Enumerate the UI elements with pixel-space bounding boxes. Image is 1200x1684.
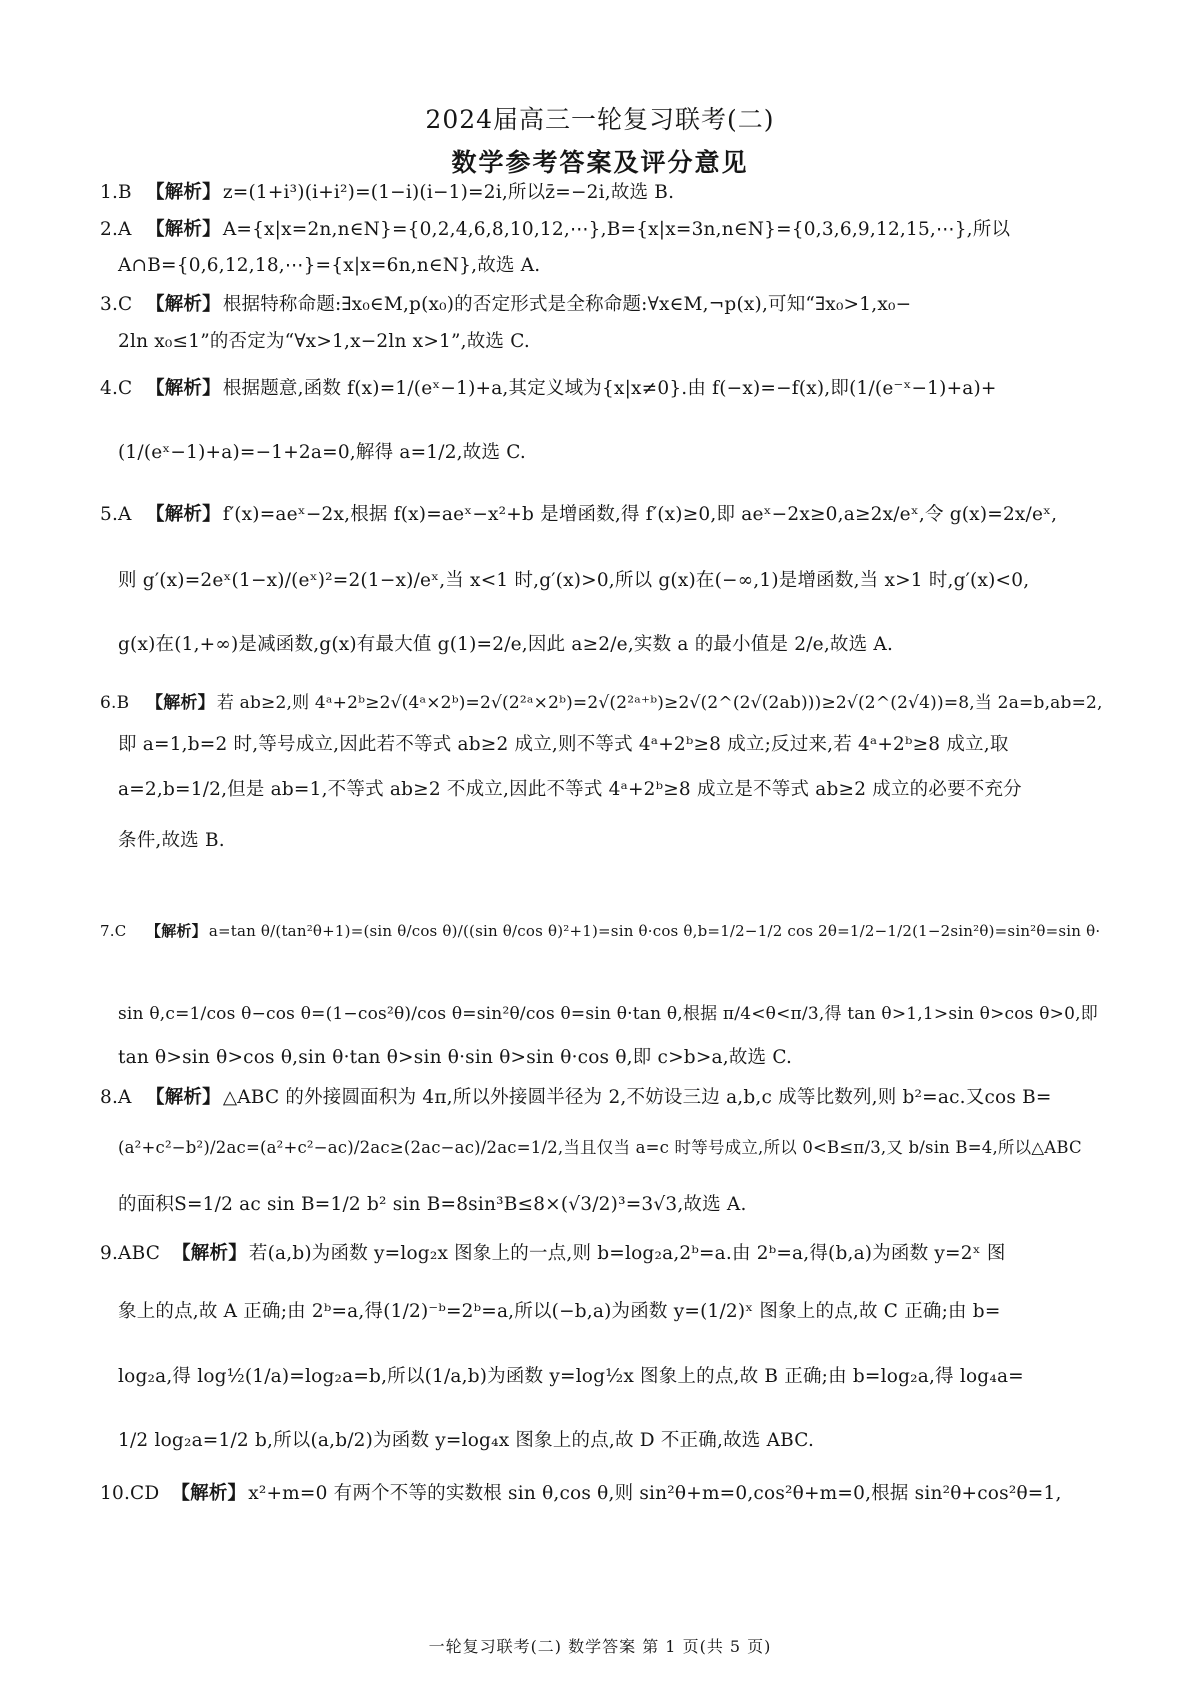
answer-text: 的面积S=1/2 ac sin B=1/2 b² sin B=8sin³B≤8×(√3/2)³=3√3,故选 A. [118, 1194, 747, 1215]
page-subtitle: 数学参考答案及评分意见 [451, 148, 749, 177]
analysis-tag: 【解析】 [146, 1087, 221, 1108]
answer-text: 1/2 log₂a=1/2 b,所以(a,b/2)为函数 y=log₄x 图象上的点,故 D 不正确,故选 ABC. [118, 1430, 815, 1451]
analysis-tag: 【解析】 [172, 1243, 247, 1264]
answer-text: A∩B={0,6,12,18,⋯}={x|x=6n,n∈N},故选 A. [118, 255, 541, 276]
answer-text: 则 g′(x)=2eˣ(1−x)/(eˣ)²=2(1−x)/eˣ,当 x<1 时,g′(x)>0,所以 g(x)在(−∞,1)是增函数,当 x>1 时,g′(x)<0, [118, 570, 1030, 591]
answer-number: 1.B [100, 182, 132, 203]
answer-text: A={x|x=2n,n∈N}={0,2,4,6,8,10,12,⋯},B={x|x=3n,n∈N}={0,3,6,9,12,15,⋯},所以 [222, 219, 1011, 240]
answer-line [100, 290, 1108, 316]
answer-text: log₂a,得 log½(1/a)=log₂a=b,所以(1/a,b)为函数 y=log½x 图象上的点,故 B 正确;由 b=log₂a,得 log₄a= [118, 1366, 1024, 1387]
answer-text: 条件,故选 B. [118, 830, 225, 851]
answer-text: (a²+c²−b²)/2ac=(a²+c²−ac)/2ac≥(2ac−ac)/2ac=1/2,当且仅当 a=c 时等号成立,所以 0<B≤π/3,又 b/sin B=4,所以△ABC [118, 1138, 1082, 1157]
answer-text: (1/(eˣ−1)+a)=−1+2a=0,解得 a=1/2,故选 C. [118, 442, 527, 463]
answer-text: 2ln x₀≤1”的否定为“∀x>1,x−2ln x>1”,故选 C. [118, 331, 530, 352]
answer-number: 3.C [100, 294, 133, 315]
answer-text: a=tan θ/(tan²θ+1)=(sin θ/cos θ)/((sin θ/cos θ)²+1)=sin θ·cos θ,b=1/2−1/2 cos 2θ=1/2−1/2(1−2sin²θ)=sin²θ=sin θ· [208, 922, 1101, 940]
answer-text: sin θ,c=1/cos θ−cos θ=(1−cos²θ)/cos θ=sin²θ/cos θ=sin θ·tan θ,根据 π/4<θ<π/3,得 tan θ>1,1>sin θ>cos θ>0,即 [118, 1004, 1098, 1024]
analysis-tag: 【解析】 [146, 693, 215, 713]
answer-line [100, 1239, 1108, 1265]
answer-text: 若(a,b)为函数 y=log₂x 图象上的一点,则 b=log₂a,2ᵇ=a.由 2ᵇ=a,得(b,a)为函数 y=2ˣ 图 [248, 1243, 1006, 1264]
answer-number: 5.A [100, 504, 132, 525]
analysis-tag: 【解析】 [146, 922, 207, 940]
answer-number: 4.C [100, 378, 133, 399]
answer-line [100, 1479, 1108, 1505]
answer-text: a=2,b=1/2,但是 ab=1,不等式 ab≥2 不成立,因此不等式 4ᵃ+2ᵇ≥8 成立是不等式 ab≥2 成立的必要不充分 [118, 779, 1022, 800]
answer-text: 根据题意,函数 f(x)=1/(eˣ−1)+a,其定义域为{x|x≠0}.由 f(−x)=−f(x),即(1/(e⁻ˣ−1)+a)+ [222, 378, 997, 399]
page-footer: 一轮复习联考(二) 数学答案 第 1 页(共 5 页) [428, 1637, 772, 1656]
answer-text: g(x)在(1,+∞)是减函数,g(x)有最大值 g(1)=2/e,因此 a≥2/e,实数 a 的最小值是 2/e,故选 A. [118, 634, 894, 655]
answer-text: 根据特称命题:∃x₀∈M,p(x₀)的否定形式是全称命题:∀x∈M,¬p(x),可知“∃x₀>1,x₀− [222, 294, 912, 315]
answer-text: f′(x)=aeˣ−2x,根据 f(x)=aeˣ−x²+b 是增函数,得 f′(x)≥0,即 aeˣ−2x≥0,a≥2x/eˣ,令 g(x)=2x/eˣ, [222, 504, 1058, 525]
answer-number: 2.A [100, 219, 132, 240]
answer-number: 8.A [100, 1087, 132, 1108]
answer-number: 10.CD [100, 1483, 160, 1504]
analysis-tag: 【解析】 [146, 182, 221, 203]
answer-line [100, 920, 1108, 941]
answer-number: 7.C [100, 922, 127, 940]
page-title: 2024届高三一轮复习联考(二) [425, 105, 775, 134]
analysis-tag: 【解析】 [146, 294, 221, 315]
answer-line [100, 1083, 1108, 1109]
answer-text: z=(1+i³)(i+i²)=(1−i)(i−1)=2i,所以z̄=−2i,故选 B. [222, 182, 675, 203]
answer-text: 象上的点,故 A 正确;由 2ᵇ=a,得(1/2)⁻ᵇ=2ᵇ=a,所以(−b,a)为函数 y=(1/2)ˣ 图象上的点,故 C 正确;由 b= [118, 1301, 1001, 1322]
answer-text: △ABC 的外接圆面积为 4π,所以外接圆半径为 2,不妨设三边 a,b,c 成等比数列,则 b²=ac.又cos B= [222, 1087, 1052, 1108]
analysis-tag: 【解析】 [171, 1483, 247, 1504]
answer-line [100, 215, 1108, 241]
answer-line [100, 178, 1108, 204]
answer-number: 6.B [100, 693, 130, 713]
answer-text: tan θ>sin θ>cos θ,sin θ·tan θ>sin θ·sin θ>sin θ·cos θ,即 c>b>a,故选 C. [118, 1047, 793, 1068]
answer-text: x²+m=0 有两个不等的实数根 sin θ,cos θ,则 sin²θ+m=0,cos²θ+m=0,根据 sin²θ+cos²θ=1, [248, 1483, 1062, 1504]
answer-line [100, 374, 1108, 400]
analysis-tag: 【解析】 [146, 504, 221, 525]
answer-line [100, 688, 1108, 713]
analysis-tag: 【解析】 [146, 378, 221, 399]
answer-line [100, 500, 1108, 526]
answer-text: 即 a=1,b=2 时,等号成立,因此若不等式 ab≥2 成立,则不等式 4ᵃ+2ᵇ≥8 成立;反过来,若 4ᵃ+2ᵇ≥8 成立,取 [118, 734, 1009, 755]
answer-text: 若 ab≥2,则 4ᵃ+2ᵇ≥2√(4ᵃ×2ᵇ)=2√(2²ᵃ×2ᵇ)=2√(2²ᵃ⁺ᵇ)≥2√(2^(2√(2ab)))≥2√(2^(2√4))=8,当 2a=b,ab=2, [216, 693, 1103, 713]
answer-number: 9.ABC [100, 1243, 161, 1264]
analysis-tag: 【解析】 [146, 219, 221, 240]
